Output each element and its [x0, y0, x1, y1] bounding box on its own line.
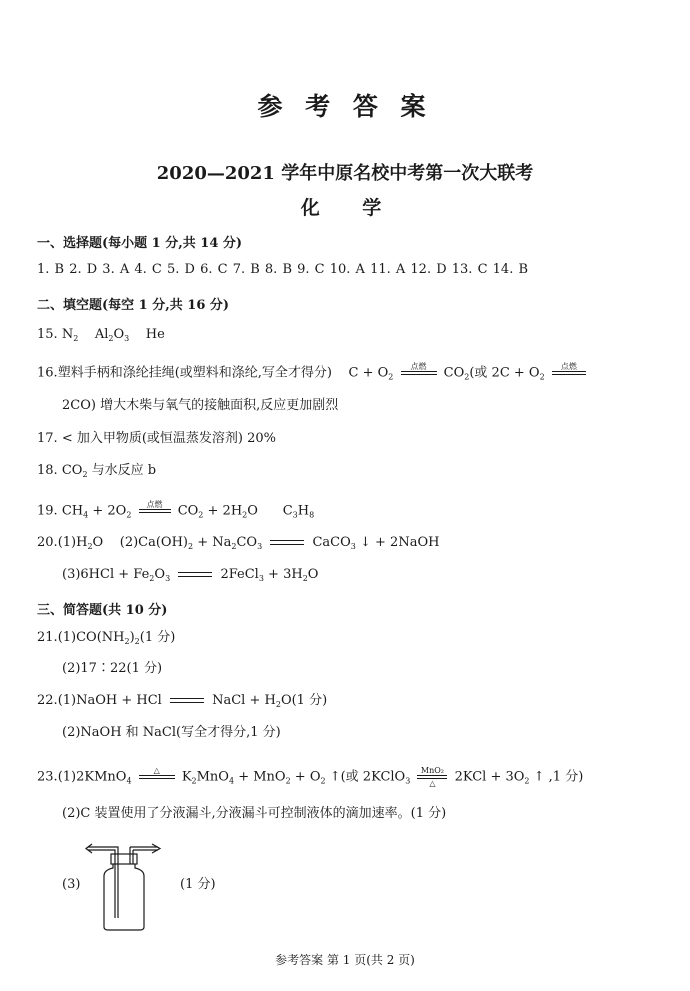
question-number: 16. [37, 365, 58, 381]
answer-text: O(1 分) [280, 693, 328, 708]
condition-label: △ [429, 779, 436, 788]
subscript: 2 [134, 637, 140, 646]
question-number: 18. [37, 463, 58, 478]
condition-label: △ [153, 766, 160, 775]
subscript: 4 [228, 776, 235, 786]
subscript: 8 [309, 510, 315, 520]
formula-part: + Na [193, 535, 232, 550]
subscript: 2 [275, 700, 281, 709]
formula-part: K [181, 769, 192, 785]
answer-23-line2: (2)C 装置使用了分液漏斗,分液漏斗可控制液体的滴加速率。(1 分) [62, 806, 447, 821]
subscript: 3 [350, 542, 356, 551]
subscript: 3 [165, 574, 171, 583]
answer-18 [37, 463, 156, 479]
formula-part: CO [177, 503, 199, 519]
formula-part: + 2O [88, 503, 127, 519]
choice-answers: 1. B 2. D 3. A 4. C 5. D 6. C 7. B 8. B 9. C 10. A 11. A 12. D 13. C 14. B [37, 262, 529, 277]
question-number: 21. [37, 630, 58, 645]
formula-part: He [145, 327, 165, 342]
subscript: 2 [188, 542, 194, 551]
answer-17 [37, 431, 276, 447]
subscript: 2 [464, 372, 470, 382]
answer-19 [37, 500, 314, 522]
formula-part: ) [129, 630, 135, 645]
answer-22-line1 [37, 693, 327, 709]
formula-part: + 3H [263, 567, 303, 582]
subscript: 2 [191, 776, 197, 786]
answer-text: (1 分) [139, 630, 176, 645]
answer-23-line1 [37, 766, 583, 788]
subscript: 4 [83, 510, 89, 520]
page-footer: 参考答案 第 1 页(共 2 页) [275, 953, 415, 967]
formula-part: CO [236, 535, 258, 550]
condition-label: 点燃 [146, 500, 163, 509]
section-heading-choice: 一、选择题(每小题 1 分,共 14 分) [37, 236, 243, 251]
answer-16-line2: 2CO) 增大木柴与氧气的接触面积,反应更加剧烈 [62, 398, 339, 413]
answer-text: 塑料手柄和涤纶挂绳(或塑料和涤纶,写全才得分) [57, 365, 332, 381]
formula-part: + 2H [203, 503, 243, 519]
formula-part: (2)Ca(OH) [119, 535, 188, 550]
answer-20-line2 [62, 567, 318, 583]
formula-part: O [247, 503, 258, 519]
formula-part: (1)CO(NH [57, 630, 125, 645]
subscript: 4 [126, 776, 132, 786]
subscript: 2 [302, 574, 308, 583]
answer-23-part3-score: (1 分) [180, 877, 216, 892]
subscript: 2 [388, 372, 394, 382]
subscript: 3 [257, 542, 263, 551]
question-number: 20. [37, 535, 58, 550]
formula-part: CH [61, 503, 84, 519]
subscript: 2 [73, 334, 79, 343]
formula-part: O [154, 567, 166, 582]
condition-label: 点燃 [410, 362, 427, 371]
subscript: 3 [258, 574, 264, 583]
formula-part: CO [61, 463, 83, 478]
question-number: 22. [37, 693, 58, 708]
formula-part: O [92, 535, 104, 550]
section-heading-fill: 二、填空题(每空 1 分,共 16 分) [37, 298, 230, 313]
subscript: 2 [539, 372, 545, 382]
formula-part: 2KCl + 3O [454, 769, 525, 785]
subscript: 3 [405, 776, 411, 786]
answer-text: < 加入甲物质(或恒温蒸发溶剂) 20% [61, 431, 277, 446]
subscript: 2 [242, 510, 248, 520]
formula-part: (1)2KMnO [57, 769, 127, 785]
answer-21-line2: (2)17∶22(1 分) [62, 661, 163, 676]
answer-21-line1 [37, 630, 175, 646]
formula-part: + MnO [234, 769, 286, 785]
gas-collection-bottle-diagram [84, 838, 164, 938]
gas-bottle-icon [84, 838, 164, 934]
subscript: 2 [87, 542, 93, 551]
answer-text: ↑ ,1 分) [529, 769, 584, 785]
subscript: 2 [285, 776, 291, 786]
formula-part: ↓ + 2NaOH [355, 535, 440, 550]
equals-sign [170, 698, 204, 703]
answer-22-line2: (2)NaOH 和 NaCl(写全才得分,1 分) [62, 725, 281, 740]
subscript: 2 [124, 637, 130, 646]
subject-title: 化 学 [300, 197, 400, 219]
formula-part: C [282, 503, 293, 519]
reaction-condition [417, 766, 447, 788]
equals-sign [178, 572, 212, 577]
formula-part: O [307, 567, 319, 582]
formula-part: N [61, 327, 74, 342]
subscript: 3 [292, 510, 298, 520]
condition-label: MnO₂ [420, 766, 444, 775]
formula-part: (1)H [57, 535, 88, 550]
condition-label: 点燃 [560, 362, 577, 371]
page-title: 参 考 答 案 [257, 92, 433, 121]
subscript: 3 [124, 334, 130, 343]
subscript: 2 [108, 334, 114, 343]
answer-23-part3-label: (3) [62, 877, 81, 892]
question-number: 23. [37, 769, 58, 785]
formula-part: O [113, 327, 125, 342]
subscript: 2 [320, 776, 326, 786]
answer-15 [37, 327, 165, 343]
formula-part: 2FeCl [220, 567, 259, 582]
subscript: 2 [126, 510, 132, 520]
subscript: 2 [198, 510, 204, 520]
formula-part: Al [94, 327, 109, 342]
section-heading-short: 三、简答题(共 10 分) [37, 603, 168, 618]
subscript: 2 [231, 542, 237, 551]
subscript: 2 [82, 470, 88, 479]
reaction-condition [552, 362, 586, 384]
formula-part: (或 2C + O [469, 365, 540, 381]
subscript: 2 [524, 776, 530, 786]
formula-part: MnO [196, 769, 229, 785]
answer-16-line1 [37, 362, 589, 384]
answer-text: 与水反应 b [87, 463, 157, 478]
answer-20-line1 [37, 535, 439, 551]
formula-part: (3)6HCl + Fe [62, 567, 150, 582]
question-number: 19. [37, 503, 58, 519]
formula-part: ↑(或 2KClO [325, 769, 406, 785]
exam-subtitle: 2020—2021 学年中原名校中考第一次大联考 [156, 163, 534, 184]
question-number: 15. [37, 327, 58, 342]
formula-part: + O [290, 769, 321, 785]
formula-part: CaCO [312, 535, 351, 550]
question-number: 17. [37, 431, 58, 446]
formula-part: H [297, 503, 310, 519]
formula-part: CO [443, 365, 465, 381]
subscript: 2 [149, 574, 155, 583]
reaction-condition [139, 766, 175, 788]
reaction-condition [139, 500, 171, 522]
equals-sign [270, 540, 304, 545]
formula-part: NaCl + H [212, 693, 276, 708]
formula-part: (1)NaOH + HCl [57, 693, 162, 708]
formula-part: C + O [348, 365, 389, 381]
reaction-condition [401, 362, 437, 384]
